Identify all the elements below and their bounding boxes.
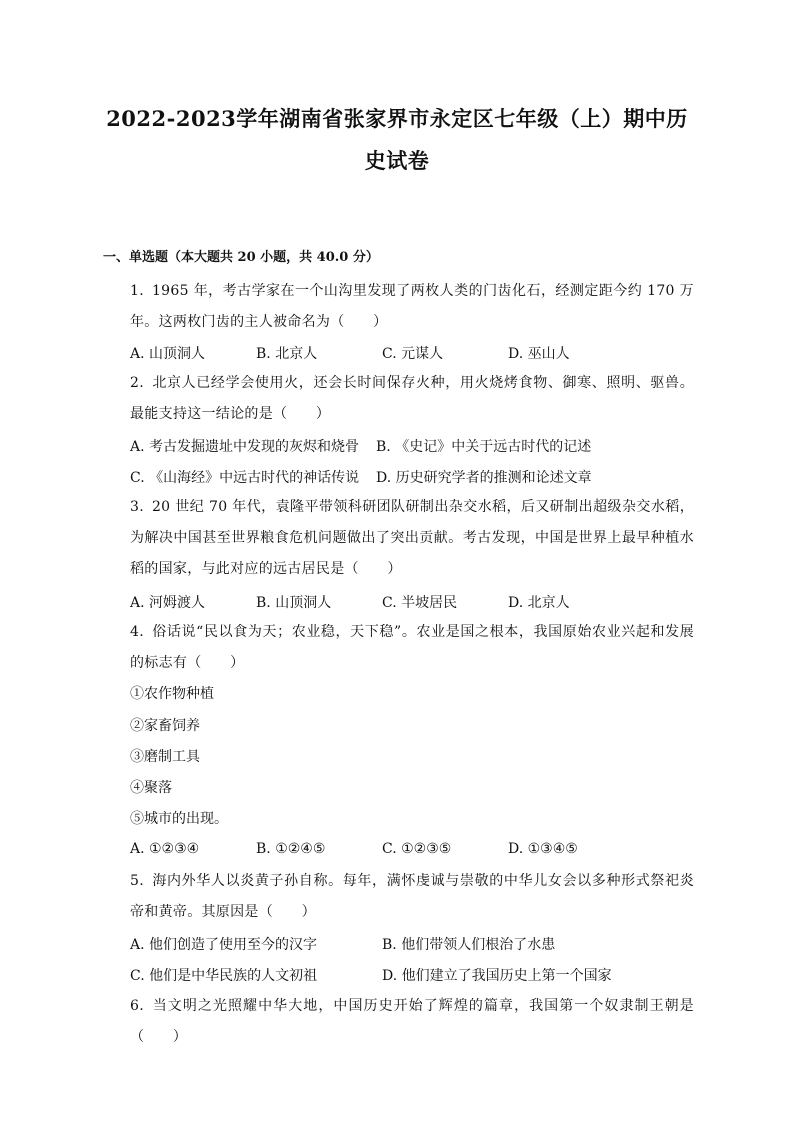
section-heading: 一、单选题（本大题共 20 小题，共 40.0 分） — [103, 250, 379, 265]
question-stem: 当文明之光照耀中华大地，中国历史开始了辉煌的篇章，我国第一个奴隶制王朝是（ ） — [130, 998, 694, 1045]
option-a[interactable]: A. 他们创造了使用至今的汉字 — [130, 937, 318, 953]
question-stem: 1965 年，考古学家在一个山沟里发现了两枚人类的门齿化石，经测定距今约 170 万年。这两枚门齿的主人被命名为（ ） — [130, 283, 694, 330]
option-a[interactable]: A. 山顶洞人 — [130, 346, 206, 362]
question-1-options — [130, 343, 694, 363]
option-a[interactable]: A. ①②③④ — [130, 841, 200, 857]
question-3 — [130, 492, 694, 585]
question-2 — [130, 368, 694, 430]
question-stem: 20 世纪 70 年代，袁隆平带领科研团队研制出杂交水稻，后又研制出超级杂交水稻，为解决中国甚至世界粮食危机问题做出了突出贡献。考古发现，中国是世界上最早种植水稻的国家，与此对应的远古居民是（ ） — [130, 499, 694, 577]
question-number: 5. — [130, 873, 144, 889]
question-stem: 俗话说“民以食为天；农业稳，天下稳”。农业是国之根本，我国原始农业兴起和发展的标志有（ ） — [130, 624, 694, 671]
statement-item: ④聚落 — [130, 780, 172, 796]
question-4 — [130, 617, 694, 679]
question-number: 4. — [130, 624, 144, 640]
question-5 — [130, 866, 694, 928]
question-5-options-row2 — [130, 965, 694, 985]
option-d[interactable]: D. ①③④⑤ — [508, 841, 578, 857]
option-d[interactable]: D. 巫山人 — [508, 346, 570, 362]
question-1 — [130, 276, 694, 338]
question-stem: 北京人已经学会使用火，还会长时间保存火种，用火烧烤食物、御寒、照明、驱兽。最能支持这一结论的是（ ） — [130, 375, 694, 422]
option-c[interactable]: C. 元谋人 — [382, 346, 444, 362]
question-3-options — [130, 592, 694, 612]
option-b[interactable]: B. 他们带领人们根治了水患 — [382, 937, 556, 953]
option-b[interactable]: B. ①②④⑤ — [256, 841, 326, 857]
option-b[interactable]: B. 《史记》中关于远古时代的记述 — [376, 439, 592, 455]
option-b[interactable]: B. 山顶洞人 — [256, 595, 332, 611]
option-a[interactable]: A. 考古发掘遗址中发现的灰烬和烧骨 — [130, 439, 360, 455]
question-4-options — [130, 841, 694, 861]
statement-item: ②家畜饲养 — [130, 718, 200, 734]
option-c[interactable]: C. 他们是中华民族的人文初祖 — [130, 968, 318, 984]
question-2-options-row1 — [130, 436, 694, 456]
question-2-options-row2 — [130, 467, 694, 487]
option-c[interactable]: C. 半坡居民 — [382, 595, 458, 611]
option-b[interactable]: B. 北京人 — [256, 346, 318, 362]
question-number: 6. — [130, 998, 144, 1014]
page-title: 2022-2023学年湖南省张家界市永定区七年级（上）期中历史试卷 — [106, 106, 688, 173]
question-number: 2. — [130, 375, 144, 391]
statement-item: ⑤城市的出现。 — [130, 811, 228, 827]
statement-item: ①农作物种植 — [130, 686, 214, 702]
question-number: 1. — [130, 283, 144, 299]
option-d[interactable]: D. 北京人 — [508, 595, 570, 611]
question-6 — [130, 991, 694, 1045]
option-d[interactable]: D. 他们建立了我国历史上第一个国家 — [382, 968, 612, 984]
option-a[interactable]: A. 河姆渡人 — [130, 595, 206, 611]
option-c[interactable]: C. 《山海经》中远古时代的神话传说 — [130, 470, 360, 486]
option-c[interactable]: C. ①②③⑤ — [382, 841, 452, 857]
statement-item: ③磨制工具 — [130, 749, 200, 765]
question-number: 3. — [130, 499, 144, 515]
question-stem: 海内外华人以炎黄子孙自称。每年，满怀虔诚与崇敬的中华儿女会以多种形式祭祀炎帝和黄帝。其原因是（ ） — [130, 873, 694, 920]
option-d[interactable]: D. 历史研究学者的推测和论述文章 — [376, 470, 592, 486]
question-5-options-row1 — [130, 934, 694, 954]
